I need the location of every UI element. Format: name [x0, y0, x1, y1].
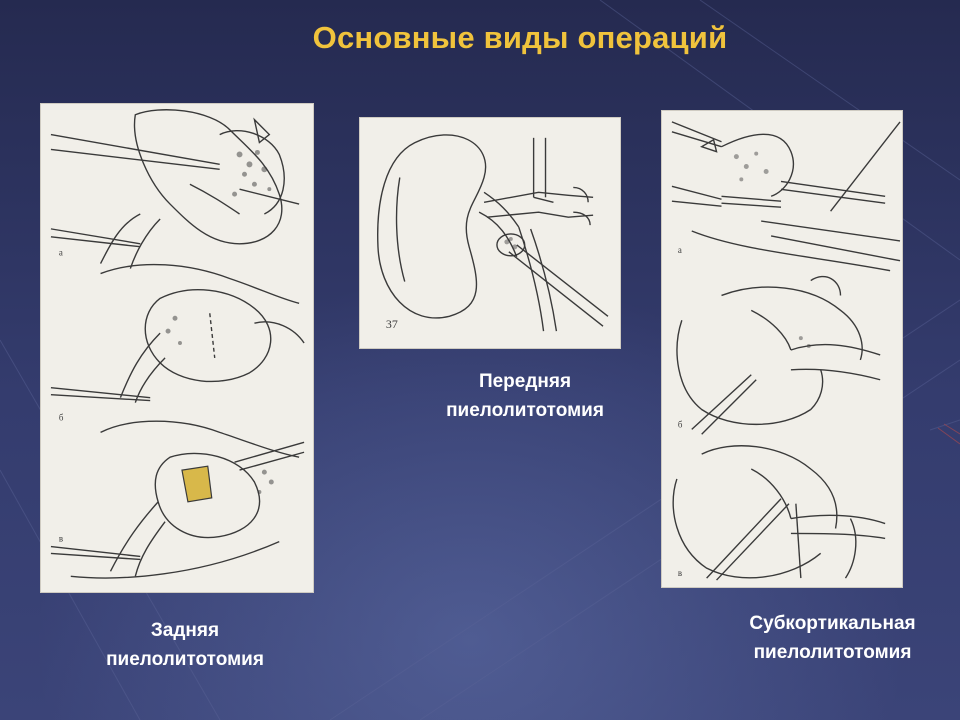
panel-label-b: б	[677, 419, 683, 430]
posterior-pyelolithotomy-drawing	[41, 104, 313, 592]
panel-label-c: в	[58, 533, 64, 544]
panel-label-c: в	[677, 568, 683, 579]
stone-highlight	[182, 466, 212, 502]
caption-line: пиелолитотомия	[106, 649, 264, 670]
subcortical-pyelolithotomy-caption	[705, 609, 960, 667]
panel-label-a: а	[677, 244, 682, 255]
caption-line: Передняя	[478, 371, 572, 392]
caption-line: пиелолитотомия	[753, 642, 912, 663]
anterior-pyelolithotomy-figure	[359, 117, 621, 349]
page-title: Основные виды операций	[312, 20, 728, 55]
posterior-pyelolithotomy-caption	[60, 616, 310, 674]
subcortical-pyelolithotomy-figure	[661, 110, 903, 588]
subcortical-pyelolithotomy-drawing	[662, 111, 902, 587]
caption-line: Субкортикальная	[749, 613, 916, 634]
caption-line: Задняя	[150, 620, 220, 641]
anterior-pyelolithotomy-caption	[400, 367, 650, 425]
panel-label-a: а	[58, 247, 63, 258]
caption-line: пиелолитотомия	[446, 400, 604, 421]
panel-label-b: б	[58, 412, 64, 423]
anterior-pyelolithotomy-drawing	[360, 118, 620, 348]
figure-number: 37	[385, 317, 398, 332]
posterior-pyelolithotomy-figure	[40, 103, 314, 593]
